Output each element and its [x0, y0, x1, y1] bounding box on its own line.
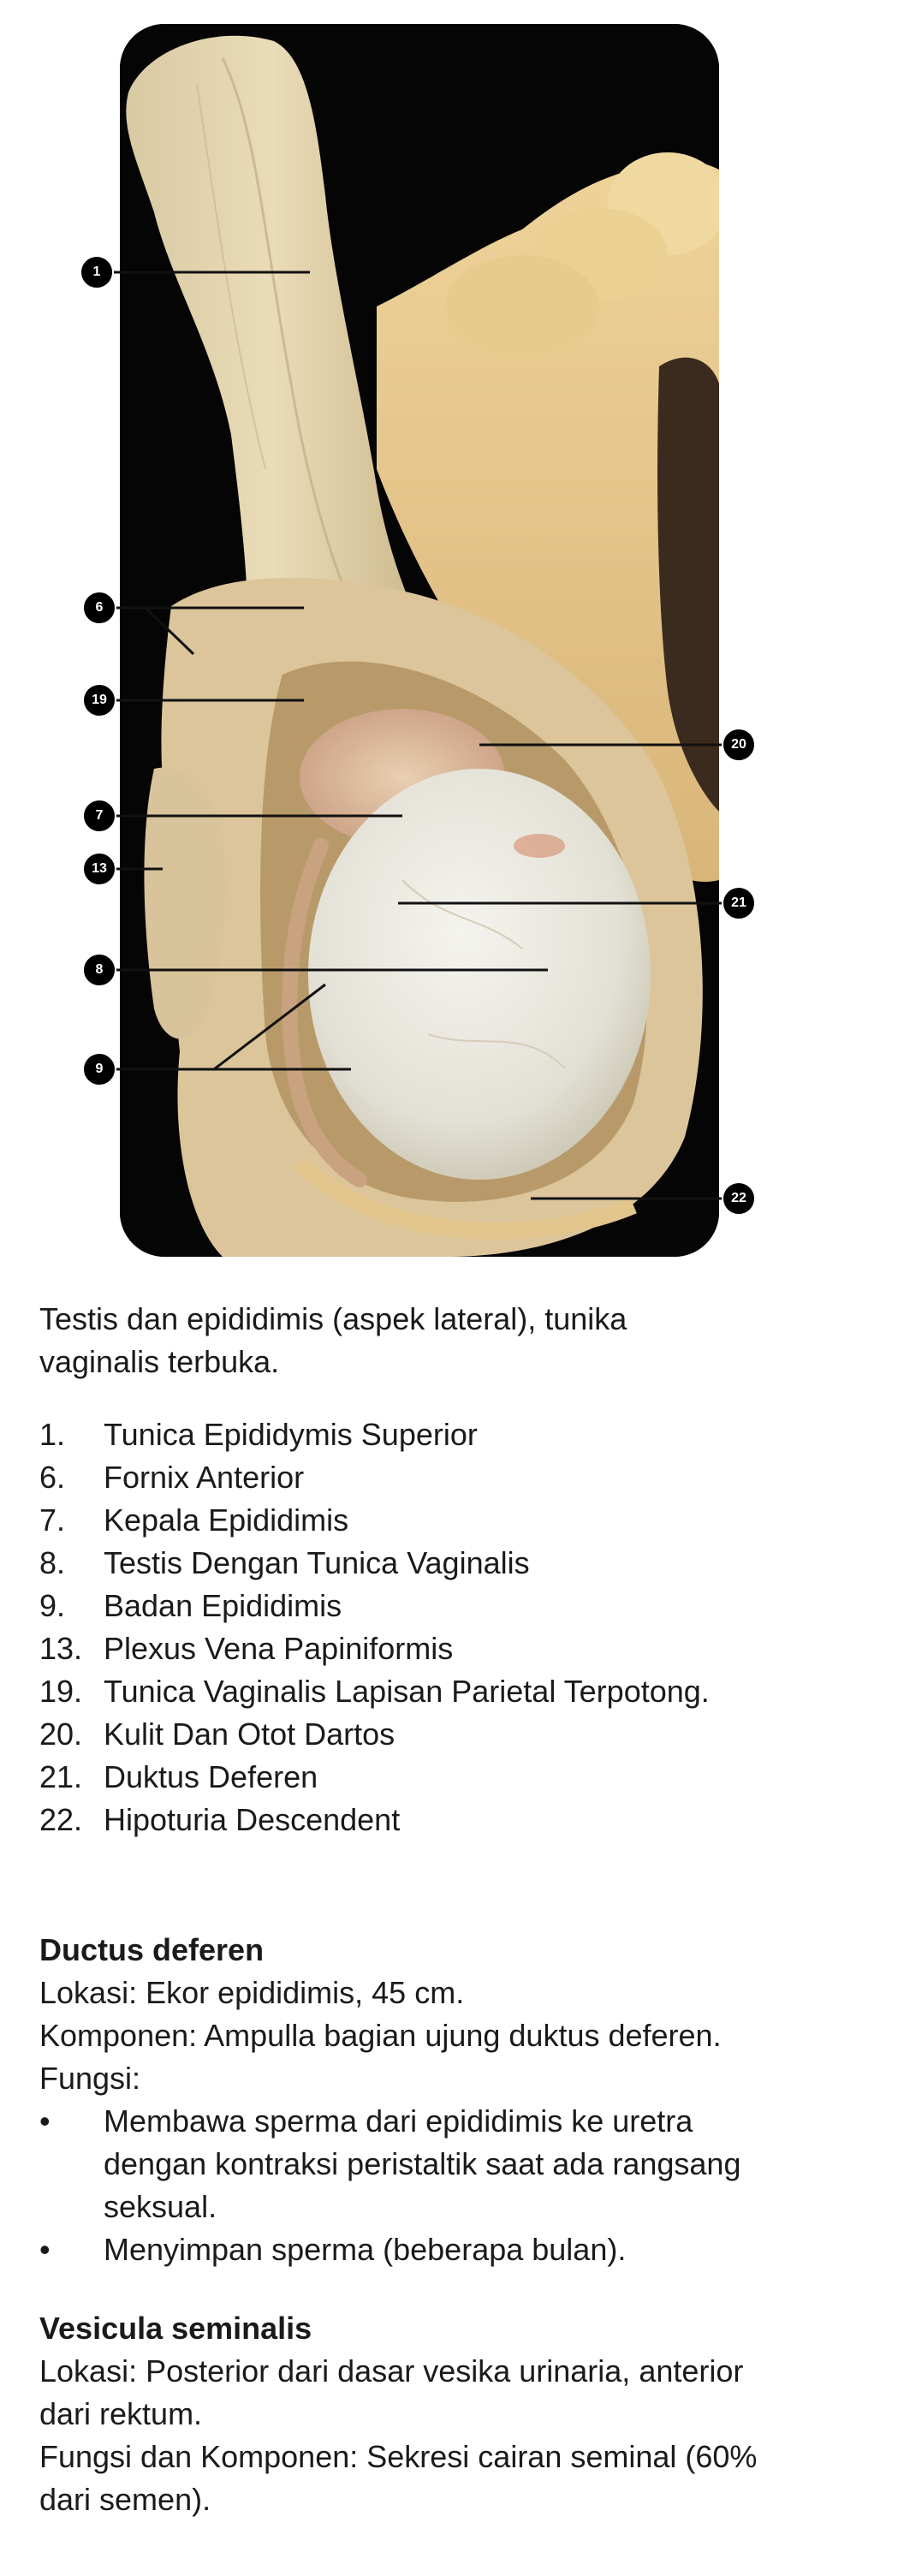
bullet-item — [39, 2100, 887, 2228]
legend-text: Badan Epididimis — [104, 1588, 342, 1623]
lokasi-text: dari rektum. — [39, 2396, 203, 2431]
marker-8: 8 — [82, 953, 116, 987]
marker-6: 6 — [82, 591, 116, 625]
legend-text: Fornix Anterior — [104, 1460, 305, 1495]
fungsi-label: Fungsi: — [39, 2061, 141, 2096]
legend-number: 20. — [39, 1716, 83, 1752]
legend-item — [39, 1627, 887, 1670]
legend-item — [39, 1713, 887, 1756]
legend-number: 21. — [39, 1759, 83, 1794]
marker-9: 9 — [82, 1052, 116, 1086]
marker-1: 1 — [80, 255, 114, 289]
fungsi-text: Fungsi dan Komponen: Sekresi cairan seminal (60% — [39, 2439, 758, 2474]
caption-line: Testis dan epididimis (aspek lateral), tunika — [39, 1301, 627, 1336]
legend-number: 19. — [39, 1674, 83, 1709]
legend-number: 6. — [39, 1460, 66, 1495]
section-heading: Vesicula seminalis — [39, 2311, 312, 2346]
vesicula-seminalis-section — [39, 2307, 887, 2521]
legend-text: Tunica Epididymis Superior — [104, 1417, 478, 1452]
legend-number: 13. — [39, 1631, 83, 1666]
legend-item — [39, 1499, 887, 1542]
legend-text: Kepala Epididimis — [104, 1502, 349, 1538]
legend-text: Duktus Deferen — [104, 1759, 318, 1794]
bullet-item — [39, 2228, 887, 2271]
section-heading: Ductus deferen — [39, 1932, 265, 1967]
bullet-text: Menyimpan sperma (beberapa bulan). — [104, 2232, 627, 2267]
legend-text: Hipoturia Descendent — [104, 1802, 401, 1837]
legend-number: 8. — [39, 1545, 66, 1580]
lokasi-text: Lokasi: Posterior dari dasar vesika urinaria, anterior — [39, 2353, 744, 2389]
bullet-line: Membawa sperma dari epididimis ke uretra — [104, 2103, 693, 2139]
bullet-symbol: • — [39, 2232, 51, 2267]
legend-item — [39, 1413, 887, 1456]
figure-caption — [39, 1298, 861, 1383]
legend-item — [39, 1585, 887, 1627]
legend-number: 7. — [39, 1502, 66, 1538]
bullet-line: dengan kontraksi peristaltik saat ada rangsang — [104, 2146, 741, 2181]
caption-line: vaginalis terbuka. — [39, 1344, 280, 1379]
marker-7: 7 — [82, 799, 116, 833]
legend-text: Testis Dengan Tunica Vaginalis — [104, 1545, 530, 1580]
legend-item — [39, 1542, 887, 1585]
legend-number: 1. — [39, 1417, 66, 1452]
marker-22: 22 — [722, 1181, 756, 1216]
fungsi-text: dari semen). — [39, 2482, 211, 2517]
bullet-symbol: • — [39, 2103, 51, 2139]
bullet-text — [104, 2100, 887, 2228]
marker-13: 13 — [82, 852, 116, 886]
legend-item — [39, 1756, 887, 1799]
marker-21: 21 — [722, 886, 756, 920]
ductus-deferen-section — [39, 1929, 887, 2271]
legend-number: 22. — [39, 1802, 83, 1837]
legend-item — [39, 1456, 887, 1499]
marker-19: 19 — [82, 683, 116, 717]
bullet-line: seksual. — [104, 2189, 217, 2224]
anatomy-photo — [120, 24, 719, 1257]
legend-text: Plexus Vena Papiniformis — [104, 1631, 454, 1666]
legend-number: 9. — [39, 1588, 66, 1623]
fungsi-bullet-list — [39, 2100, 887, 2271]
lokasi-text: Lokasi: Ekor epididimis, 45 cm. — [39, 1975, 465, 2010]
marker-20: 20 — [722, 728, 756, 762]
legend-text: Kulit Dan Otot Dartos — [104, 1716, 395, 1752]
legend-list — [39, 1413, 887, 1841]
anatomy-illustration — [120, 24, 719, 1257]
legend-item — [39, 1799, 887, 1841]
legend-item — [39, 1670, 887, 1713]
legend-text: Tunica Vaginalis Lapisan Parietal Terpotong. — [104, 1674, 710, 1709]
komponen-text: Komponen: Ampulla bagian ujung duktus deferen. — [39, 2018, 722, 2053]
